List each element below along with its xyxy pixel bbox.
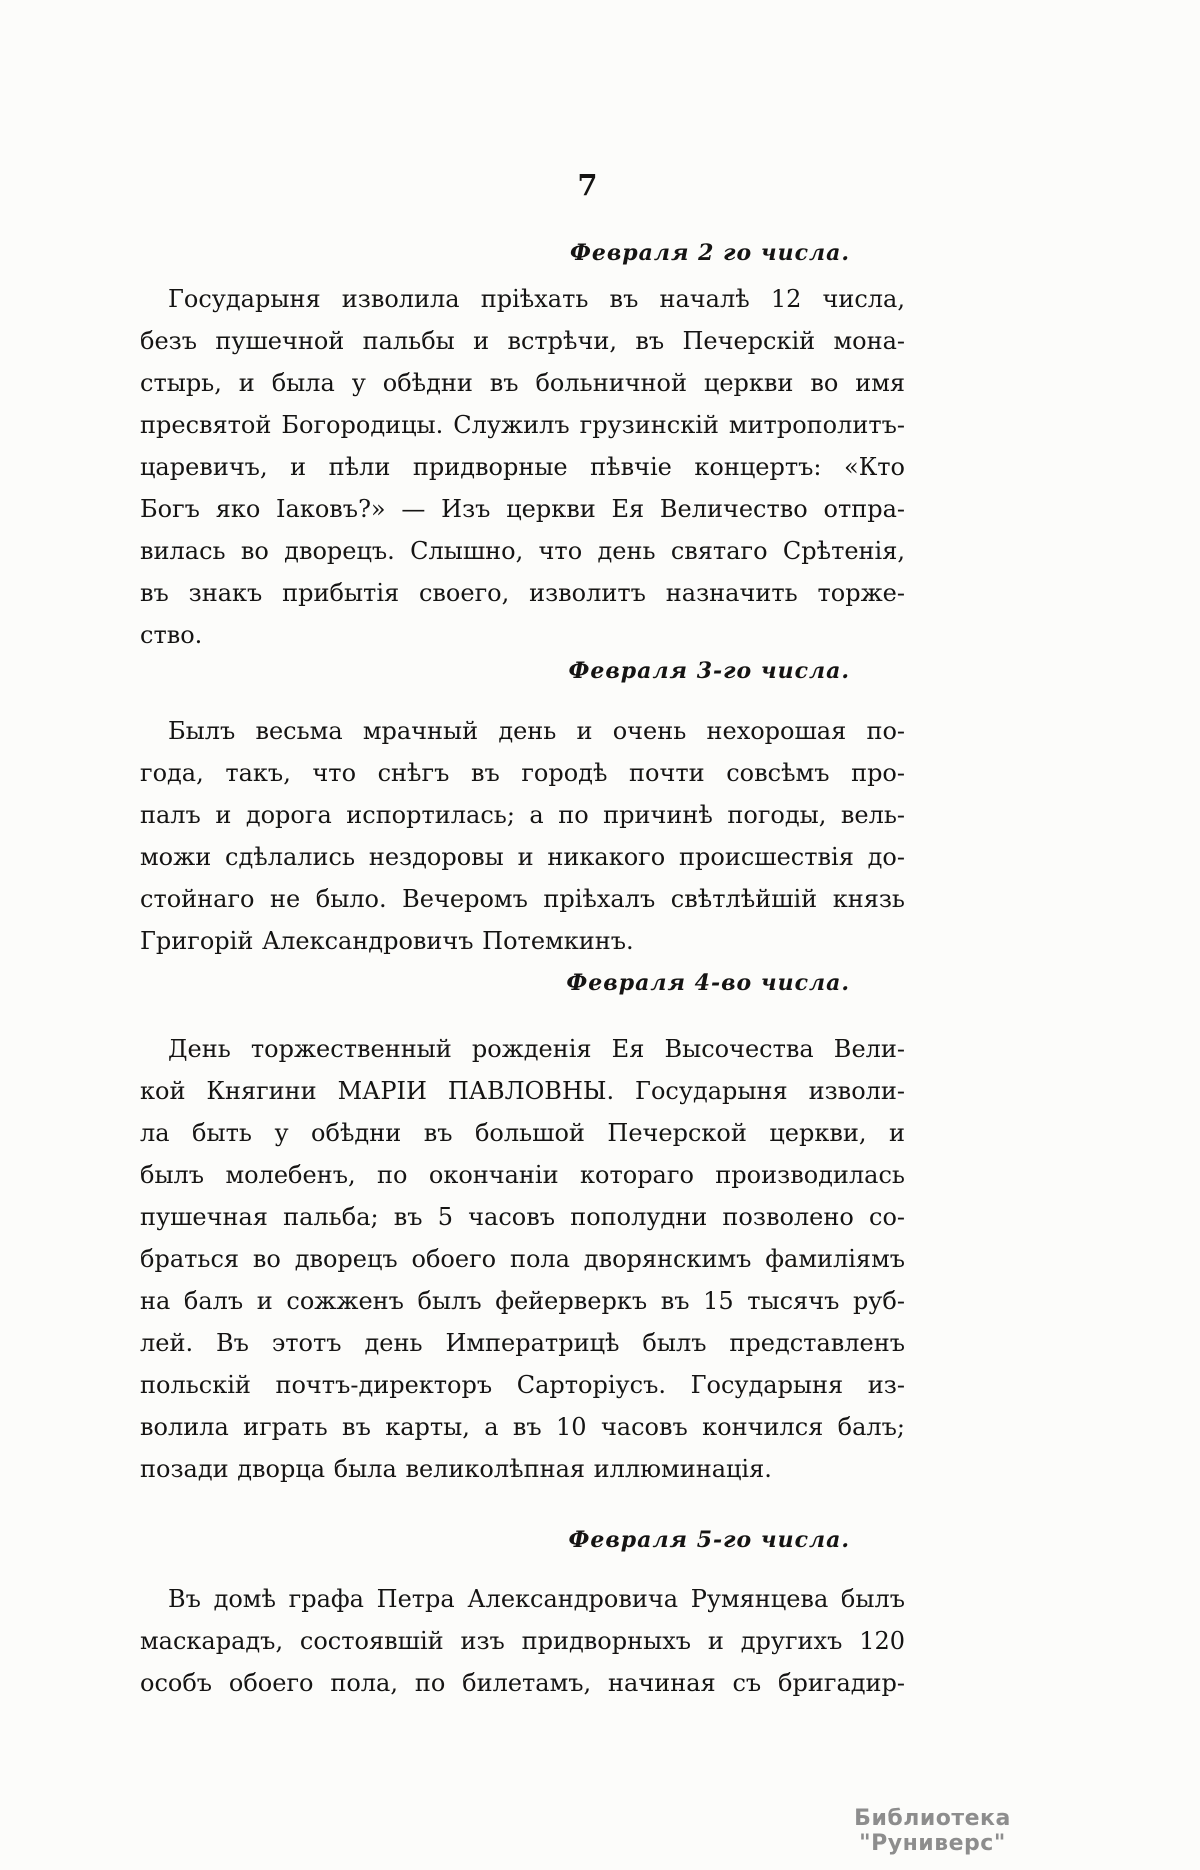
diary-entry bbox=[140, 968, 905, 1490]
text-line: на балъ и сожженъ былъ фейерверкъ въ 15 тысячъ руб- bbox=[140, 1287, 905, 1315]
text-line: Въ домѣ графа Петра Александровича Румянцева былъ bbox=[168, 1585, 905, 1613]
text-line: вилась во дворецъ. Слышно, что день святаго Срѣтенія, bbox=[140, 537, 905, 565]
text-line: года, такъ, что снѣгъ въ городѣ почти совсѣмъ про- bbox=[140, 759, 905, 787]
diary-sections bbox=[140, 238, 905, 1704]
text-line: особъ обоего пола, по билетамъ, начиная съ бригадир- bbox=[140, 1669, 905, 1697]
text-line: въ знакъ прибытія своего, изволитъ назначить торже- bbox=[140, 579, 905, 607]
text-line: стойнаго не было. Вечеромъ пріѣхалъ свѣтлѣйшій князь bbox=[140, 885, 905, 913]
page-number: 7 bbox=[577, 168, 599, 202]
text-line: ла быть у обѣдни въ большой Печерской церкви, и bbox=[140, 1119, 905, 1147]
text-line: Былъ весьма мрачный день и очень нехорошая по- bbox=[168, 717, 905, 745]
text-line: можи сдѣлались нездоровы и никакого происшествія до- bbox=[140, 843, 905, 871]
diary-entry bbox=[140, 656, 905, 962]
text-line: Григорій Александровичъ Потемкинъ. bbox=[140, 927, 634, 955]
text-line: Богъ яко Іаковъ?» — Изъ церкви Ея Величество отпра- bbox=[140, 495, 905, 523]
paragraph bbox=[140, 1578, 905, 1704]
text-line: ство. bbox=[140, 621, 203, 649]
text-line: палъ и дорога испортилась; а по причинѣ погоды, вель- bbox=[140, 801, 905, 829]
paragraph bbox=[140, 1028, 905, 1490]
date-heading: Февраля 5-го числа. bbox=[568, 1527, 850, 1553]
text-line: Государыня изволила пріѣхать въ началѣ 12 числа, bbox=[168, 285, 905, 313]
diary-entry bbox=[140, 1525, 905, 1704]
text-line: позади дворца была великолѣпная иллюминація. bbox=[140, 1455, 772, 1483]
text-line: маскарадъ, состоявшій изъ придворныхъ и другихъ 120 bbox=[140, 1627, 905, 1655]
text-line: лей. Въ этотъ день Императрицѣ былъ представленъ bbox=[140, 1329, 905, 1357]
text-line: пушечная пальба; въ 5 часовъ пополудни позволено со- bbox=[140, 1203, 905, 1231]
text-line: былъ молебенъ, по окончаніи котораго производилась bbox=[140, 1161, 905, 1189]
text-line: стырь, и была у обѣдни въ больничной церкви во имя bbox=[140, 369, 905, 397]
library-watermark: Библиотека "Руниверс" bbox=[854, 1806, 1011, 1856]
text-line: пресвятой Богородицы. Служилъ грузинскій митрополитъ- bbox=[140, 411, 905, 439]
diary-entry bbox=[140, 238, 905, 656]
text-line: польскій почтъ-директоръ Сарторіусъ. Государыня из- bbox=[140, 1371, 905, 1399]
text-line: безъ пушечной пальбы и встрѣчи, въ Печерскій мона- bbox=[140, 327, 905, 355]
text-line: кой Княгини МАРІИ ПАВЛОВНЫ. Государыня изволи- bbox=[140, 1077, 905, 1105]
text-line: День торжественный рожденія Ея Высочества Вели- bbox=[168, 1035, 905, 1063]
date-heading: Февраля 2 го числа. bbox=[569, 240, 850, 266]
text-line: царевичъ, и пѣли придворные пѣвчіе концертъ: «Кто bbox=[140, 453, 905, 481]
paragraph bbox=[140, 710, 905, 962]
date-heading: Февраля 3-го числа. bbox=[568, 658, 850, 684]
text-line: браться во дворецъ обоего пола дворянскимъ фамиліямъ bbox=[140, 1245, 905, 1273]
date-heading: Февраля 4-во числа. bbox=[566, 970, 850, 996]
paragraph bbox=[140, 278, 905, 656]
text-line: волила играть въ карты, а въ 10 часовъ кончился балъ; bbox=[140, 1413, 905, 1441]
